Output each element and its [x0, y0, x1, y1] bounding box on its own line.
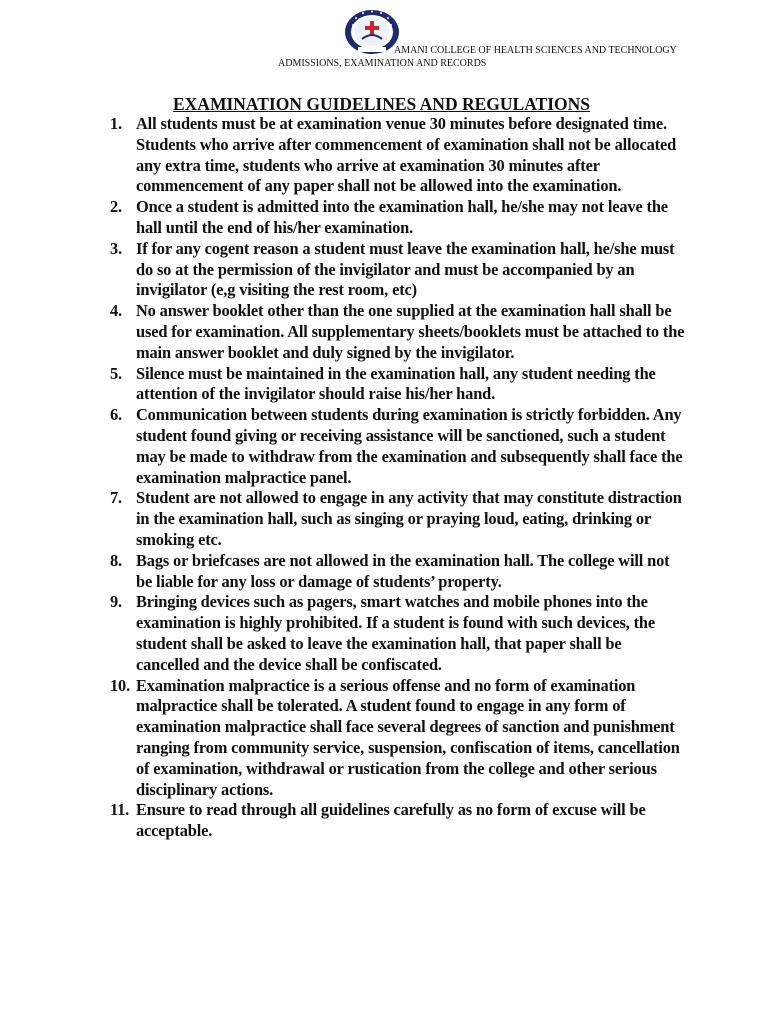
rule-text: Ensure to read through all guidelines carefully as no form of excuse will be acceptable.	[136, 800, 646, 841]
rule-number: 4.	[110, 301, 122, 321]
rule-item	[110, 488, 688, 550]
rule-text: Communication between students during examination is strictly forbidden. Any student found giving or receiving assistance will be sanctioned, such a student may be made to withdraw from the examination and subsequently shall face the examination malpractice panel.	[136, 405, 683, 487]
rule-text: All students must be at examination venue 30 minutes before designated time. Students who arrive after commencement of examination shall not be allocated any extra time, students who arrive at examination 30 minutes after commencement of any paper shall not be allowed into the examination.	[136, 114, 677, 196]
rule-text: No answer booklet other than the one supplied at the examination hall shall be used for examination. All supplementary sheets/booklets must be attached to the main answer booklet and duly signed by the invigilator.	[136, 301, 685, 362]
rule-text: If for any cogent reason a student must leave the examination hall, he/she must do so at the permission of the invigilator and must be accompanied by an invigilator (e,g visiting the rest room, etc)	[136, 238, 675, 300]
rule-text: Bags or briefcases are not allowed in the examination hall. The college will not be liable for any loss or damage of students’ property.	[136, 550, 670, 591]
rule-item	[110, 364, 688, 406]
rule-item	[110, 114, 688, 197]
document-title: EXAMINATION GUIDELINES AND REGULATIONS	[173, 94, 590, 114]
rule-number: 2.	[110, 197, 122, 217]
rule-item	[110, 592, 688, 675]
rules-list	[110, 114, 688, 842]
rule-number: 1.	[110, 114, 122, 133]
rule-text: Examination malpractice is a serious offense and no form of examination malpractice shall be tolerated. A student found to engage in any form of examination malpractice shall face several degrees of sanction and punishment ranging from community service, suspension, confiscation of items, cancellation of examination, withdrawal or rustication from the college and other serious disciplinary actions.	[136, 675, 680, 799]
rule-number: 6.	[110, 405, 122, 425]
rule-item	[110, 239, 688, 301]
rule-number: 3.	[110, 238, 122, 258]
rule-item	[110, 301, 688, 363]
rule-number: 7.	[110, 488, 122, 508]
rule-item	[110, 800, 688, 842]
rule-text: Once a student is admitted into the examination hall, he/she may not leave the hall until the end of his/her examination.	[136, 197, 668, 237]
rule-text: Student are not allowed to engage in any activity that may constitute distraction in the examination hall, such as singing or praying loud, eating, drinking or smoking etc.	[136, 488, 682, 549]
rule-text: Silence must be maintained in the examination hall, any student needing the attention of the invigilator should raise his/her hand.	[136, 363, 656, 404]
rule-item	[110, 676, 688, 801]
rule-item	[110, 197, 688, 239]
college-crest-icon	[344, 9, 400, 55]
college-name: AMANI COLLEGE OF HEALTH SCIENCES AND TECHNOLOGY	[394, 45, 677, 56]
rule-number: 8.	[110, 550, 122, 570]
rule-text: Bringing devices such as pagers, smart watches and mobile phones into the examination is highly prohibited. If a student is found with such devices, the student shall be asked to leave the examination hall, that paper shall be cancelled and the device shall be confiscated.	[136, 592, 655, 674]
rule-item	[110, 551, 688, 593]
rule-number: 11.	[110, 800, 130, 820]
rule-item	[110, 405, 688, 488]
rule-number: 10.	[110, 675, 131, 695]
rule-number: 5.	[110, 363, 122, 383]
department-name: ADMISSIONS, EXAMINATION AND RECORDS	[278, 58, 487, 69]
rule-number: 9.	[110, 592, 122, 612]
